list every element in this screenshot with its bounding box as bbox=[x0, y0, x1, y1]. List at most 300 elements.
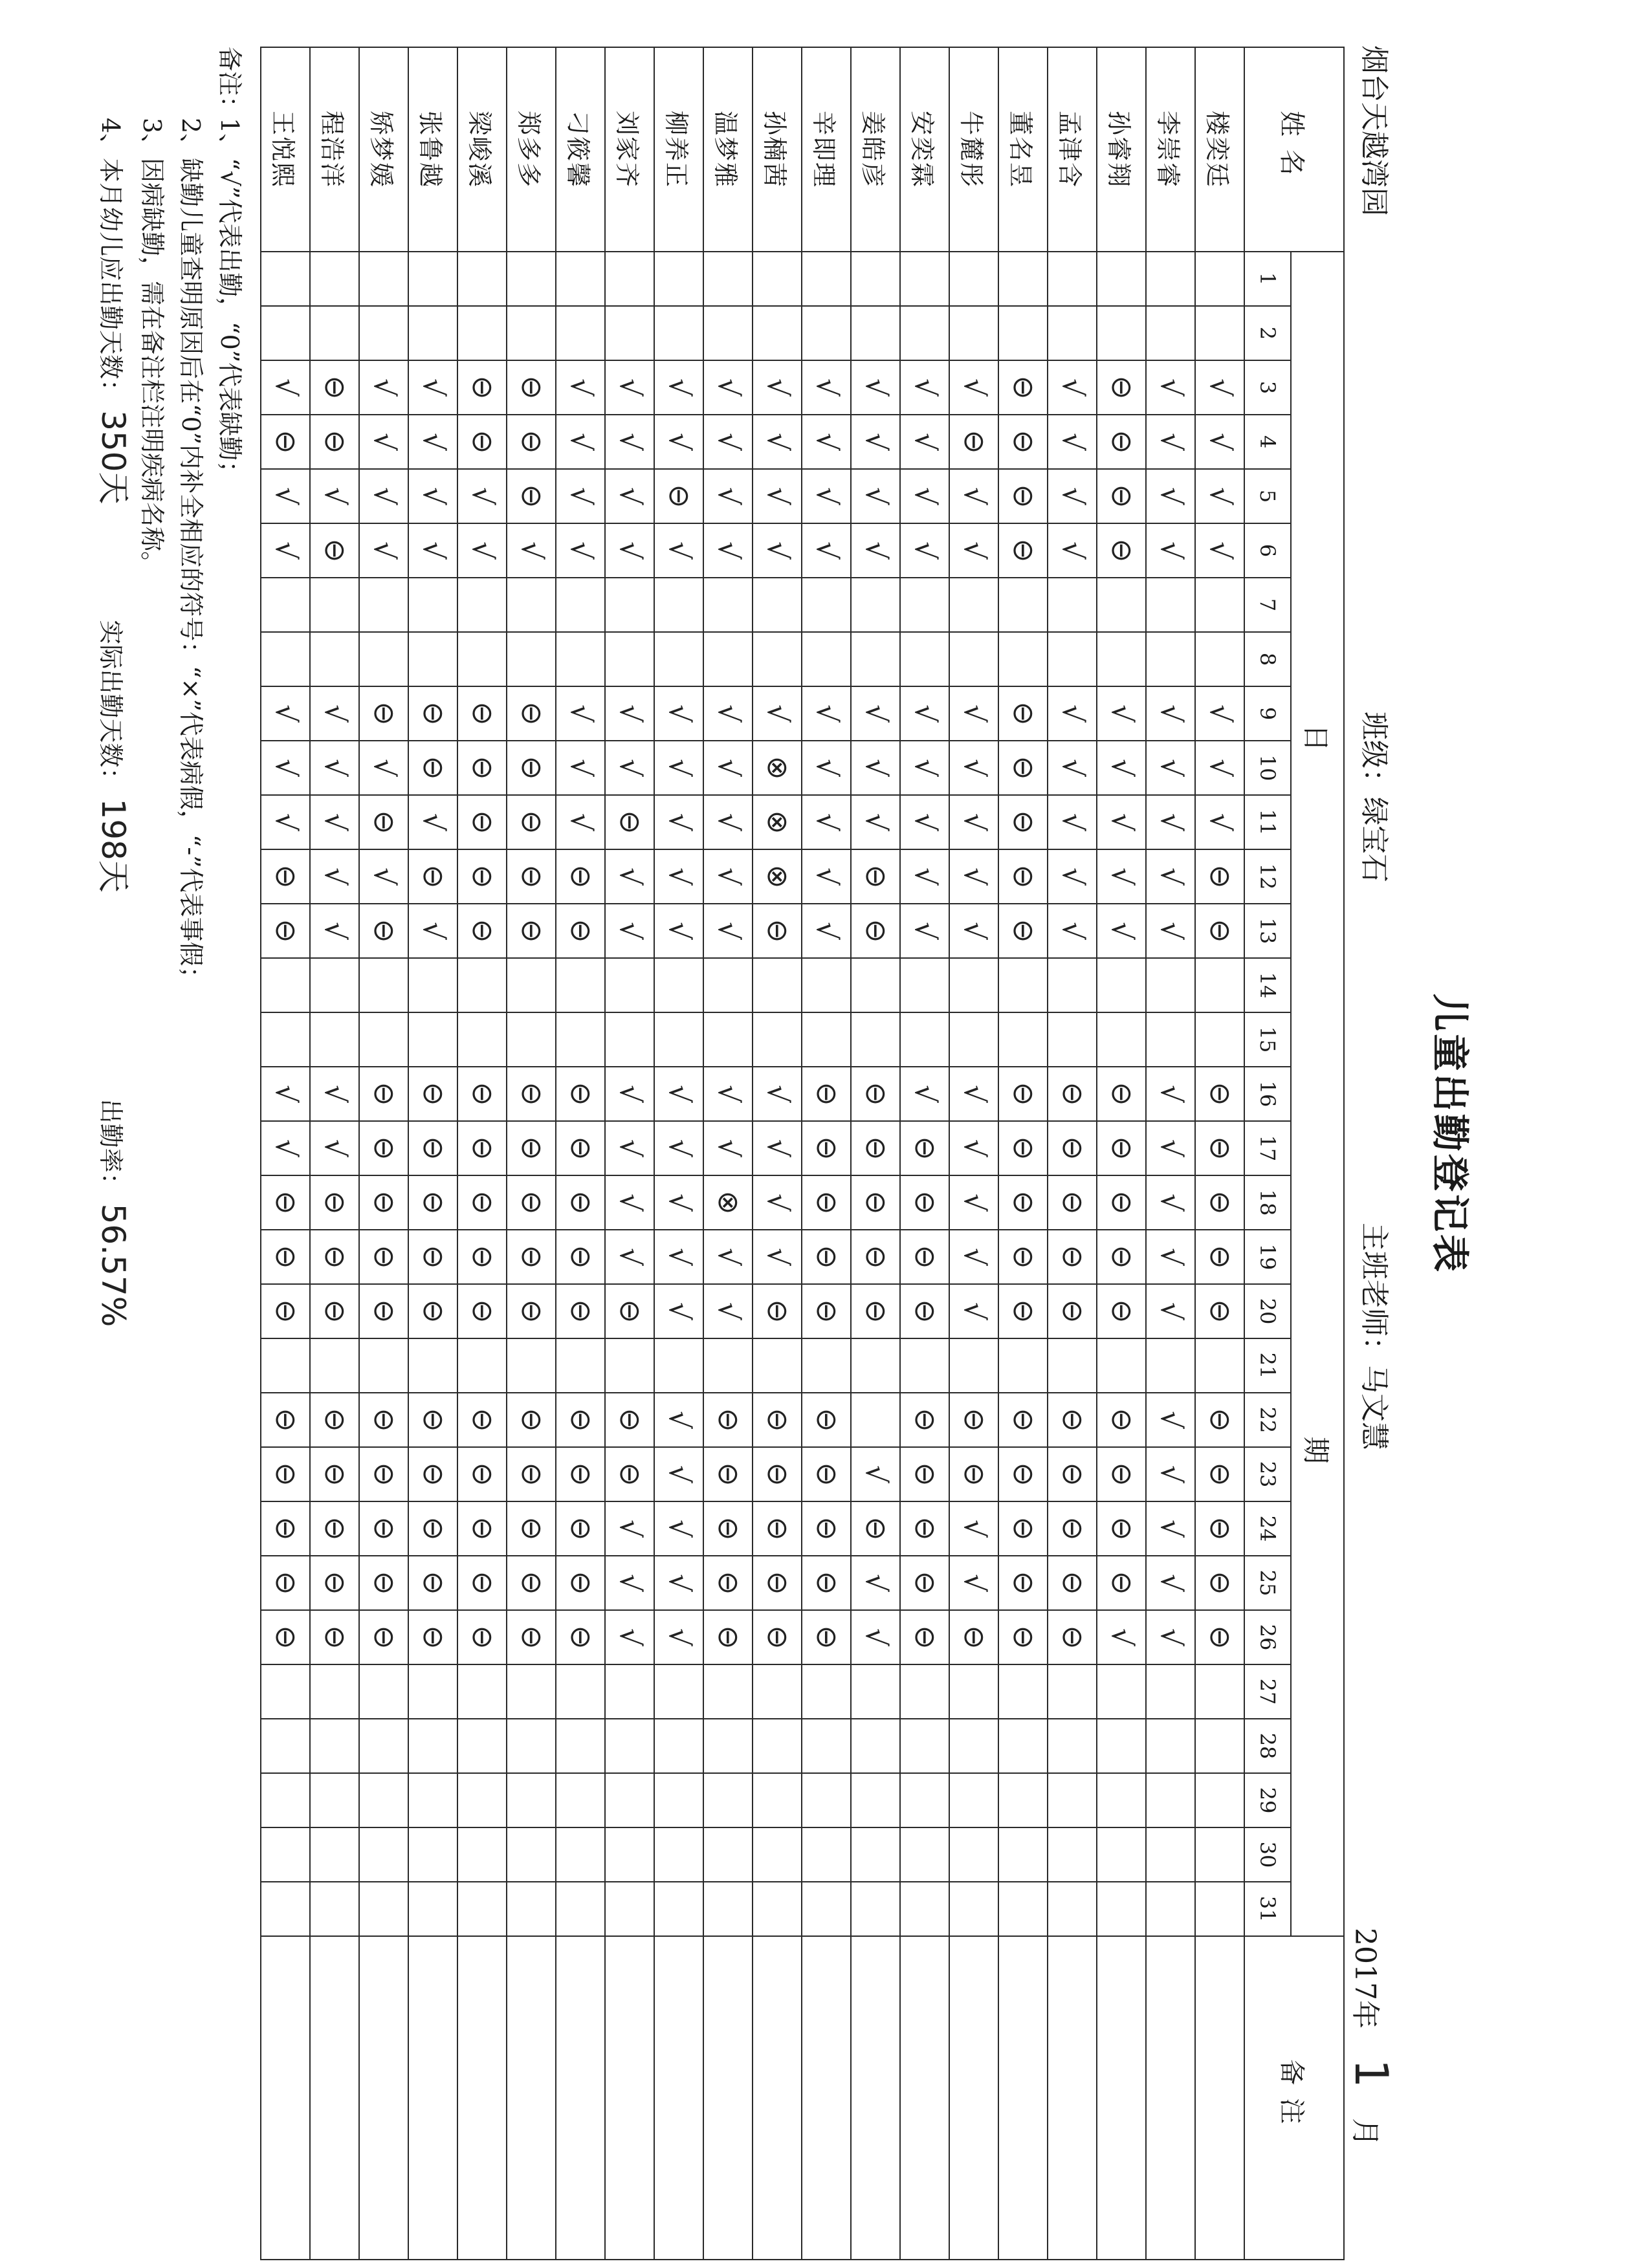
attendance-mark: ⊖ bbox=[802, 1284, 851, 1338]
attendance-mark: √ bbox=[261, 523, 310, 578]
day-header-27: 27 bbox=[1244, 1664, 1291, 1719]
attendance-mark bbox=[802, 1827, 851, 1882]
attendance-mark: √ bbox=[605, 1610, 654, 1664]
attendance-mark bbox=[949, 306, 998, 360]
attendance-mark: ⊖ bbox=[457, 415, 507, 469]
attendance-mark: √ bbox=[753, 1121, 802, 1175]
attendance-mark: ⊖ bbox=[998, 1447, 1048, 1501]
attendance-mark: ⊖ bbox=[1048, 1067, 1097, 1121]
attendance-mark: ⊖ bbox=[457, 360, 507, 415]
child-name: 刁筱馨 bbox=[556, 47, 605, 252]
attendance-mark bbox=[998, 1882, 1048, 1936]
attendance-mark: √ bbox=[605, 469, 654, 523]
attendance-mark bbox=[310, 1338, 359, 1393]
attendance-mark bbox=[1048, 632, 1097, 686]
attendance-mark: √ bbox=[753, 415, 802, 469]
attendance-mark: ⊖ bbox=[1097, 1556, 1146, 1610]
attendance-mark bbox=[556, 1664, 605, 1719]
attendance-rate-label: 出勤率： bbox=[96, 1098, 125, 1197]
attendance-mark: √ bbox=[457, 523, 507, 578]
attendance-mark: ⊖ bbox=[703, 1447, 753, 1501]
attendance-mark bbox=[507, 252, 556, 306]
attendance-mark: ⊖ bbox=[703, 1556, 753, 1610]
table-row bbox=[1195, 47, 1244, 2260]
attendance-mark: √ bbox=[851, 523, 900, 578]
attendance-mark: ⊖ bbox=[457, 1230, 507, 1284]
remarks-cell bbox=[802, 1936, 851, 2260]
attendance-mark: ⊖ bbox=[457, 904, 507, 958]
day-header-2: 2 bbox=[1244, 306, 1291, 360]
attendance-mark bbox=[1097, 578, 1146, 632]
attendance-mark: √ bbox=[605, 686, 654, 741]
attendance-mark: ⊖ bbox=[998, 1175, 1048, 1230]
attendance-mark bbox=[457, 632, 507, 686]
child-name: 李崇睿 bbox=[1146, 47, 1195, 252]
attendance-mark: √ bbox=[949, 469, 998, 523]
attendance-mark: ⊖ bbox=[1195, 1121, 1244, 1175]
attendance-mark bbox=[310, 958, 359, 1012]
table-row bbox=[261, 47, 310, 2260]
attendance-mark bbox=[556, 1338, 605, 1393]
attendance-mark bbox=[556, 578, 605, 632]
attendance-mark bbox=[949, 1664, 998, 1719]
attendance-mark bbox=[802, 306, 851, 360]
day-header-15: 15 bbox=[1244, 1012, 1291, 1067]
attendance-mark bbox=[1048, 306, 1097, 360]
attendance-mark: √ bbox=[900, 469, 949, 523]
day-header-9: 9 bbox=[1244, 686, 1291, 741]
attendance-mark: ⊖ bbox=[1097, 469, 1146, 523]
note-line-1 bbox=[210, 47, 249, 1327]
attendance-mark: ⊖ bbox=[998, 523, 1048, 578]
attendance-mark: ⊖ bbox=[507, 1447, 556, 1501]
expected-days-label: 4、本月幼儿应出勤天数： bbox=[96, 118, 125, 404]
table-row bbox=[408, 47, 457, 2260]
day-header-12: 12 bbox=[1244, 849, 1291, 904]
attendance-mark: √ bbox=[359, 360, 408, 415]
attendance-mark: ⊖ bbox=[1097, 1175, 1146, 1230]
table-row bbox=[310, 47, 359, 2260]
attendance-mark: √ bbox=[556, 523, 605, 578]
attendance-mark bbox=[457, 1882, 507, 1936]
attendance-mark: ⊖ bbox=[359, 1284, 408, 1338]
attendance-mark bbox=[998, 252, 1048, 306]
attendance-mark bbox=[261, 632, 310, 686]
attendance-mark bbox=[1146, 252, 1195, 306]
remarks-cell bbox=[1097, 1936, 1146, 2260]
remarks-cell bbox=[359, 1936, 408, 2260]
attendance-mark: ⊖ bbox=[507, 849, 556, 904]
attendance-mark: √ bbox=[851, 795, 900, 849]
attendance-mark: ⊖ bbox=[507, 1067, 556, 1121]
attendance-mark: √ bbox=[261, 360, 310, 415]
attendance-mark: √ bbox=[605, 1230, 654, 1284]
attendance-mark: ⊖ bbox=[998, 849, 1048, 904]
attendance-mark: √ bbox=[408, 469, 457, 523]
attendance-mark: ⊖ bbox=[851, 849, 900, 904]
class-label: 班级： bbox=[1358, 712, 1391, 797]
attendance-mark: ⊖ bbox=[851, 904, 900, 958]
remarks-cell bbox=[753, 1936, 802, 2260]
attendance-mark bbox=[1195, 958, 1244, 1012]
day-header-29: 29 bbox=[1244, 1773, 1291, 1827]
attendance-mark: ⊖ bbox=[851, 1230, 900, 1284]
attendance-mark bbox=[359, 1012, 408, 1067]
day-header-14: 14 bbox=[1244, 958, 1291, 1012]
attendance-mark bbox=[1146, 306, 1195, 360]
attendance-mark: ⊖ bbox=[1097, 1284, 1146, 1338]
attendance-mark: √ bbox=[703, 795, 753, 849]
attendance-mark: √ bbox=[949, 795, 998, 849]
day-header-20: 20 bbox=[1244, 1284, 1291, 1338]
table-row bbox=[654, 47, 703, 2260]
day-header-19: 19 bbox=[1244, 1230, 1291, 1284]
table-row bbox=[949, 47, 998, 2260]
day-header-10: 10 bbox=[1244, 741, 1291, 795]
attendance-mark bbox=[753, 306, 802, 360]
attendance-mark: √ bbox=[1097, 741, 1146, 795]
month-unit: 月 bbox=[1348, 2117, 1381, 2146]
attendance-mark: √ bbox=[900, 686, 949, 741]
attendance-mark bbox=[457, 958, 507, 1012]
attendance-mark: √ bbox=[949, 1501, 998, 1556]
attendance-mark bbox=[1146, 632, 1195, 686]
attendance-mark: ⊖ bbox=[359, 1501, 408, 1556]
attendance-mark: √ bbox=[1048, 686, 1097, 741]
attendance-mark: √ bbox=[753, 1175, 802, 1230]
attendance-mark bbox=[507, 1773, 556, 1827]
attendance-mark: √ bbox=[1146, 360, 1195, 415]
attendance-mark: ⊖ bbox=[408, 1230, 457, 1284]
attendance-mark: √ bbox=[1097, 1610, 1146, 1664]
attendance-mark: √ bbox=[1195, 523, 1244, 578]
attendance-mark: ⊖ bbox=[359, 1610, 408, 1664]
attendance-mark bbox=[507, 1012, 556, 1067]
attendance-mark: ⊖ bbox=[703, 1393, 753, 1447]
attendance-mark: ⊖ bbox=[851, 1501, 900, 1556]
attendance-mark bbox=[261, 578, 310, 632]
table-row bbox=[605, 47, 654, 2260]
child-name: 王悦熙 bbox=[261, 47, 310, 252]
attendance-mark: ⊖ bbox=[457, 741, 507, 795]
attendance-mark: ⊖ bbox=[261, 1610, 310, 1664]
attendance-mark: ⊖ bbox=[753, 1447, 802, 1501]
attendance-mark: √ bbox=[654, 1447, 703, 1501]
attendance-mark bbox=[851, 578, 900, 632]
attendance-mark: ⊖ bbox=[507, 1121, 556, 1175]
table-row bbox=[998, 47, 1048, 2260]
child-name: 姜皓彦 bbox=[851, 47, 900, 252]
expected-days-value: 350天 bbox=[94, 410, 132, 505]
attendance-mark bbox=[1195, 1338, 1244, 1393]
attendance-mark bbox=[654, 1882, 703, 1936]
attendance-mark: ⊖ bbox=[507, 1393, 556, 1447]
attendance-mark bbox=[408, 632, 457, 686]
attendance-mark: ⊖ bbox=[507, 415, 556, 469]
attendance-mark: √ bbox=[359, 741, 408, 795]
attendance-mark bbox=[654, 1664, 703, 1719]
attendance-mark: √ bbox=[1146, 686, 1195, 741]
attendance-mark bbox=[1195, 578, 1244, 632]
actual-days-value: 198天 bbox=[94, 798, 132, 893]
attendance-mark bbox=[802, 1664, 851, 1719]
attendance-mark: ⊖ bbox=[802, 1230, 851, 1284]
attendance-mark bbox=[703, 1012, 753, 1067]
note-line-2-text: 2、缺勤儿童查明原因后在“0”内补全相应的符号：“×”代表病假，“-”代表事假； bbox=[177, 118, 205, 991]
attendance-mark: √ bbox=[605, 1175, 654, 1230]
attendance-mark: ⊖ bbox=[998, 1501, 1048, 1556]
attendance-mark: √ bbox=[1048, 360, 1097, 415]
note-line-4 bbox=[91, 47, 133, 1327]
attendance-mark: ⊖ bbox=[359, 1067, 408, 1121]
attendance-mark bbox=[949, 632, 998, 686]
attendance-mark bbox=[851, 1719, 900, 1773]
attendance-mark: √ bbox=[605, 849, 654, 904]
attendance-mark: ⊖ bbox=[507, 795, 556, 849]
attendance-mark: ⊖ bbox=[900, 1501, 949, 1556]
attendance-mark bbox=[310, 1012, 359, 1067]
table-row bbox=[851, 47, 900, 2260]
attendance-mark bbox=[851, 1012, 900, 1067]
attendance-mark: ⊖ bbox=[1097, 1447, 1146, 1501]
attendance-mark bbox=[654, 306, 703, 360]
remarks-cell bbox=[703, 1936, 753, 2260]
attendance-mark: ⊖ bbox=[310, 1175, 359, 1230]
attendance-mark: ⊖ bbox=[1097, 523, 1146, 578]
attendance-mark bbox=[1146, 1012, 1195, 1067]
attendance-mark: ⊖ bbox=[1097, 415, 1146, 469]
attendance-mark: ⊖ bbox=[261, 1284, 310, 1338]
remarks-cell bbox=[507, 1936, 556, 2260]
attendance-mark: √ bbox=[1097, 849, 1146, 904]
attendance-mark: √ bbox=[1146, 523, 1195, 578]
attendance-mark: ⊖ bbox=[408, 1447, 457, 1501]
attendance-mark: √ bbox=[1146, 741, 1195, 795]
attendance-mark: ⊖ bbox=[851, 1121, 900, 1175]
attendance-mark: √ bbox=[949, 741, 998, 795]
attendance-mark bbox=[998, 1664, 1048, 1719]
attendance-mark: ⊖ bbox=[556, 1230, 605, 1284]
child-name: 牛麓彤 bbox=[949, 47, 998, 252]
attendance-mark: ⊖ bbox=[900, 1393, 949, 1447]
attendance-mark bbox=[900, 1827, 949, 1882]
notes-block bbox=[91, 47, 249, 1327]
attendance-mark: √ bbox=[900, 415, 949, 469]
attendance-mark bbox=[507, 1882, 556, 1936]
attendance-mark: ⊖ bbox=[310, 1610, 359, 1664]
attendance-mark bbox=[851, 252, 900, 306]
attendance-mark bbox=[900, 1012, 949, 1067]
attendance-mark bbox=[261, 1827, 310, 1882]
attendance-mark bbox=[998, 1719, 1048, 1773]
day-header-4: 4 bbox=[1244, 415, 1291, 469]
attendance-mark: ⊖ bbox=[507, 1230, 556, 1284]
attendance-mark: ⊖ bbox=[408, 1284, 457, 1338]
attendance-mark bbox=[851, 632, 900, 686]
attendance-mark bbox=[605, 1012, 654, 1067]
attendance-mark bbox=[457, 1773, 507, 1827]
attendance-mark: ⊖ bbox=[900, 1610, 949, 1664]
remarks-cell bbox=[556, 1936, 605, 2260]
attendance-mark bbox=[753, 1338, 802, 1393]
attendance-mark bbox=[1097, 1827, 1146, 1882]
attendance-mark bbox=[851, 1664, 900, 1719]
attendance-mark: ⊖ bbox=[310, 1284, 359, 1338]
attendance-rows bbox=[261, 47, 1244, 2260]
attendance-mark bbox=[359, 1882, 408, 1936]
attendance-mark bbox=[900, 1338, 949, 1393]
day-header-21: 21 bbox=[1244, 1338, 1291, 1393]
attendance-mark: √ bbox=[1195, 360, 1244, 415]
attendance-mark: √ bbox=[703, 360, 753, 415]
attendance-mark bbox=[1195, 1719, 1244, 1773]
remarks-cell bbox=[1048, 1936, 1097, 2260]
attendance-mark: √ bbox=[949, 686, 998, 741]
attendance-mark bbox=[1048, 1338, 1097, 1393]
attendance-mark: √ bbox=[949, 1284, 998, 1338]
attendance-mark bbox=[1195, 1882, 1244, 1936]
table-row bbox=[703, 47, 753, 2260]
attendance-mark: ⊖ bbox=[949, 1610, 998, 1664]
attendance-mark bbox=[753, 252, 802, 306]
attendance-mark: √ bbox=[310, 795, 359, 849]
attendance-mark: ⊖ bbox=[900, 1284, 949, 1338]
attendance-mark: √ bbox=[654, 1175, 703, 1230]
attendance-mark bbox=[605, 1773, 654, 1827]
attendance-mark bbox=[261, 958, 310, 1012]
attendance-mark: √ bbox=[851, 1556, 900, 1610]
attendance-mark bbox=[1146, 1338, 1195, 1393]
attendance-mark bbox=[261, 252, 310, 306]
attendance-mark: √ bbox=[556, 469, 605, 523]
class-name: 绿宝石 bbox=[1358, 797, 1391, 882]
attendance-mark bbox=[851, 306, 900, 360]
remarks-cell bbox=[261, 1936, 310, 2260]
attendance-mark: √ bbox=[1146, 1501, 1195, 1556]
attendance-mark bbox=[1097, 632, 1146, 686]
attendance-mark bbox=[753, 1664, 802, 1719]
attendance-mark: √ bbox=[654, 686, 703, 741]
attendance-mark: √ bbox=[605, 904, 654, 958]
attendance-mark bbox=[1048, 1882, 1097, 1936]
attendance-mark bbox=[1048, 1827, 1097, 1882]
table-row bbox=[1048, 47, 1097, 2260]
attendance-mark bbox=[359, 632, 408, 686]
table-row bbox=[457, 47, 507, 2260]
attendance-mark: ⊖ bbox=[359, 1175, 408, 1230]
attendance-mark: ⊖ bbox=[507, 469, 556, 523]
table-row bbox=[1097, 47, 1146, 2260]
attendance-mark bbox=[1195, 1012, 1244, 1067]
remarks-cell bbox=[310, 1936, 359, 2260]
attendance-mark: ⊖ bbox=[457, 1121, 507, 1175]
child-name: 刘家齐 bbox=[605, 47, 654, 252]
day-header-17: 17 bbox=[1244, 1121, 1291, 1175]
day-header-18: 18 bbox=[1244, 1175, 1291, 1230]
attendance-mark: ⊖ bbox=[556, 1067, 605, 1121]
attendance-mark: ⊖ bbox=[753, 904, 802, 958]
table-row bbox=[507, 47, 556, 2260]
attendance-table bbox=[260, 47, 1345, 2260]
attendance-mark bbox=[507, 632, 556, 686]
attendance-mark: √ bbox=[605, 1556, 654, 1610]
attendance-mark: ⊖ bbox=[507, 1556, 556, 1610]
attendance-mark: ⊖ bbox=[457, 1610, 507, 1664]
attendance-mark bbox=[851, 1338, 900, 1393]
attendance-mark: ⊗ bbox=[753, 849, 802, 904]
attendance-mark: ⊖ bbox=[457, 1556, 507, 1610]
attendance-mark: √ bbox=[654, 1121, 703, 1175]
attendance-mark bbox=[310, 578, 359, 632]
attendance-mark: √ bbox=[1195, 415, 1244, 469]
attendance-mark bbox=[1048, 1773, 1097, 1827]
notes-label: 备注： bbox=[215, 47, 244, 121]
attendance-mark: ⊖ bbox=[654, 469, 703, 523]
attendance-mark bbox=[654, 1773, 703, 1827]
table-row bbox=[753, 47, 802, 2260]
attendance-mark: ⊖ bbox=[408, 1067, 457, 1121]
attendance-mark bbox=[753, 958, 802, 1012]
attendance-mark bbox=[1048, 958, 1097, 1012]
attendance-mark: √ bbox=[1146, 1121, 1195, 1175]
attendance-mark: √ bbox=[703, 904, 753, 958]
attendance-mark: ⊖ bbox=[556, 1284, 605, 1338]
attendance-mark bbox=[310, 1882, 359, 1936]
attendance-mark bbox=[310, 306, 359, 360]
attendance-mark: √ bbox=[359, 523, 408, 578]
attendance-mark bbox=[1097, 1773, 1146, 1827]
attendance-mark: ⊖ bbox=[753, 1501, 802, 1556]
attendance-mark bbox=[556, 1012, 605, 1067]
attendance-mark: ⊖ bbox=[507, 1175, 556, 1230]
attendance-mark: √ bbox=[900, 523, 949, 578]
attendance-mark: √ bbox=[654, 1610, 703, 1664]
attendance-mark bbox=[1146, 1773, 1195, 1827]
attendance-mark bbox=[261, 1012, 310, 1067]
attendance-mark: ⊖ bbox=[1097, 1393, 1146, 1447]
attendance-mark: ⊖ bbox=[1097, 360, 1146, 415]
attendance-mark: ⊖ bbox=[556, 1447, 605, 1501]
attendance-mark: ⊖ bbox=[556, 904, 605, 958]
attendance-mark: √ bbox=[605, 1067, 654, 1121]
attendance-mark bbox=[753, 1719, 802, 1773]
attendance-mark: √ bbox=[1048, 849, 1097, 904]
attendance-mark bbox=[753, 1773, 802, 1827]
attendance-mark: √ bbox=[703, 415, 753, 469]
note-line-2 bbox=[171, 47, 210, 1327]
attendance-mark: √ bbox=[1048, 523, 1097, 578]
attendance-mark: ⊖ bbox=[998, 741, 1048, 795]
attendance-mark: ⊖ bbox=[851, 1284, 900, 1338]
attendance-mark bbox=[654, 1012, 703, 1067]
attendance-mark: √ bbox=[654, 904, 703, 958]
attendance-mark: ⊖ bbox=[359, 1447, 408, 1501]
attendance-mark: ⊖ bbox=[261, 1230, 310, 1284]
attendance-mark bbox=[1195, 1773, 1244, 1827]
date-header bbox=[1291, 252, 1344, 1936]
attendance-mark: √ bbox=[900, 1067, 949, 1121]
remarks-cell bbox=[408, 1936, 457, 2260]
attendance-mark bbox=[900, 1882, 949, 1936]
attendance-mark: ⊖ bbox=[1195, 1447, 1244, 1501]
table-row bbox=[900, 47, 949, 2260]
attendance-mark: √ bbox=[949, 1556, 998, 1610]
attendance-mark: ⊖ bbox=[359, 904, 408, 958]
attendance-mark bbox=[900, 1773, 949, 1827]
attendance-mark: ⊖ bbox=[457, 686, 507, 741]
attendance-mark bbox=[359, 1773, 408, 1827]
attendance-mark: √ bbox=[802, 415, 851, 469]
